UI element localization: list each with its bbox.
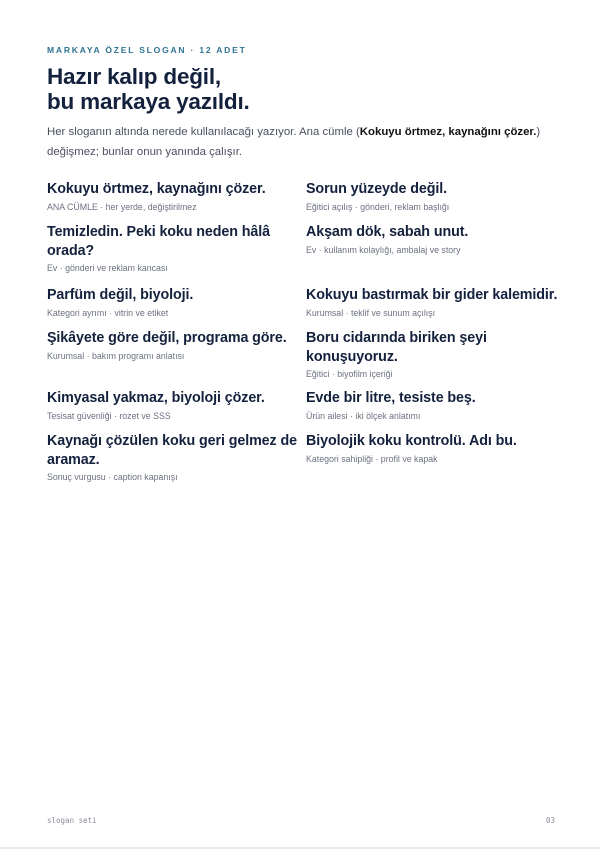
slogan-text: Sorun yüzeyde değil. — [306, 181, 447, 197]
slogan-text: Evde bir litre, tesiste beş. — [306, 390, 476, 406]
slogan-text: Boru cidarında biriken şeyi konuşuyoruz. — [306, 330, 487, 365]
slogan-text: Akşam dök, sabah unut. — [306, 224, 469, 240]
slogan-usage: Kurumsal · teklif ve sunum açılışı — [306, 307, 436, 318]
slogan-usage: Sonuç vurgusu · caption kapanışı — [47, 472, 178, 482]
slogan-text: Kokuyu örtmez, kaynağını çözer. — [47, 181, 266, 197]
slogan-item — [306, 223, 561, 256]
footer-label: slogan seti — [47, 816, 97, 825]
intro-main-slogan: Kokuyu örtmez, kaynağını çözer. — [359, 126, 537, 138]
slogan-item — [306, 432, 561, 465]
section-eyebrow: MARKAYA ÖZEL SLOGAN · 12 ADET — [47, 45, 247, 55]
slogan-usage: Ürün ailesi · iki ölçek anlatımı — [306, 410, 421, 421]
intro-text-1: Her sloganın altında nerede kullanılacağı yazıyor. Ana cümle ( — [47, 126, 360, 138]
slogan-item — [47, 389, 302, 422]
slogan-usage: ANA CÜMLE · her yerde, değiştirilmez — [47, 201, 197, 212]
document-page — [47, 0, 558, 849]
slogan-usage: Kurumsal · bakım programı anlatısı — [47, 350, 185, 361]
slogan-item — [47, 432, 302, 483]
page-number: 03 — [545, 816, 555, 825]
slogan-item — [47, 286, 302, 319]
slogan-usage: Ev · kullanım kolaylığı, ambalaj ve story — [306, 244, 461, 255]
slogan-item — [306, 329, 561, 380]
slogan-item — [47, 180, 302, 213]
slogan-usage: Eğitici açılış · gönderi, reklam başlığı — [306, 201, 450, 212]
slogan-usage: Ev · gönderi ve reklam kancası — [47, 263, 168, 273]
slogan-text: Biyolojik koku kontrolü. Adı bu. — [306, 433, 517, 449]
slogan-item — [306, 286, 561, 319]
page-footer — [47, 816, 555, 825]
slogan-text: Kimyasal yakmaz, biyoloji çözer. — [47, 390, 265, 406]
slogan-usage: Kategori sahipliği · profil ve kapak — [306, 453, 438, 464]
slogan-text: Şikâyete göre değil, programa göre. — [47, 330, 287, 346]
slogan-text: Kaynağı çözülen koku geri gelmez de aramaz. — [47, 433, 297, 468]
slogan-text: Kokuyu bastırmak bir gider kalemidir. — [306, 287, 558, 303]
slogan-item — [306, 389, 561, 422]
title-line-2: bu markaya yazıldı. — [47, 89, 250, 114]
intro-paragraph — [47, 123, 557, 162]
slogan-item — [47, 223, 302, 274]
slogan-item — [47, 329, 302, 362]
intro-text-2: ) değişmez; bunlar onun yanında çalışır. — [47, 126, 541, 158]
slogan-text: Parfüm değil, biyoloji. — [47, 287, 194, 303]
slogan-item — [306, 180, 561, 213]
slogan-text: Temizledin. Peki koku neden hâlâ orada? — [47, 224, 270, 259]
slogan-usage: Eğitici · biyofilm içeriği — [306, 369, 393, 379]
title-line-1: Hazır kalıp değil, — [47, 64, 221, 89]
slogan-usage: Kategori ayrımı · vitrin ve etiket — [47, 307, 169, 318]
slogan-usage: Tesisat güvenliği · rozet ve SSS — [47, 410, 171, 421]
page-title — [47, 64, 250, 114]
